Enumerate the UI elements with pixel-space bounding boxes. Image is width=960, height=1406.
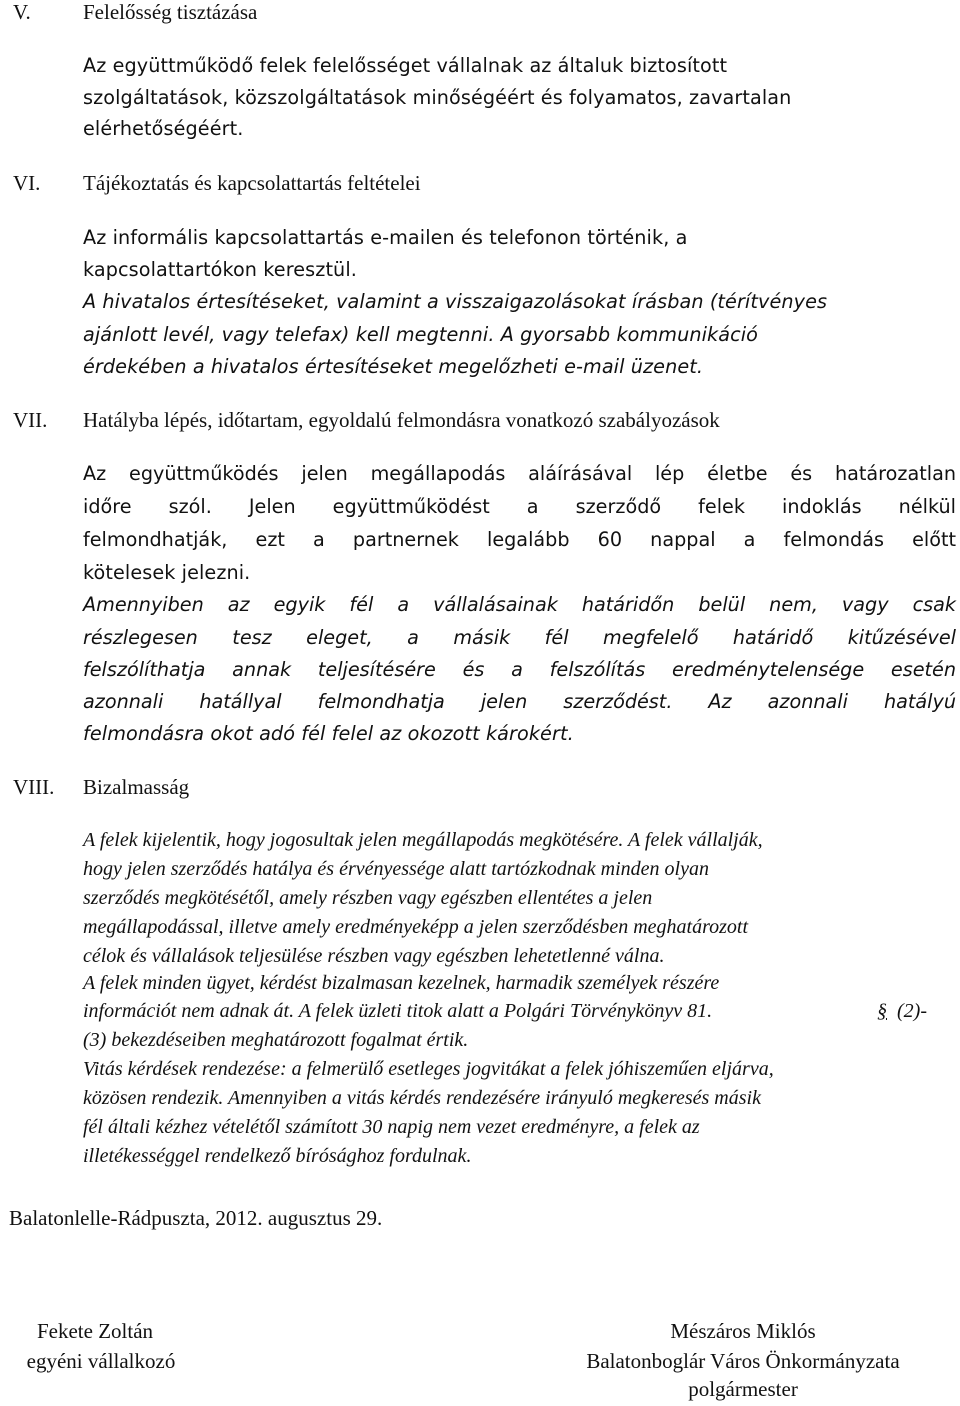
section-v-line-1: Az együttműködő felek felelősséget vállalnak az általuk biztosított (83, 54, 728, 77)
section-viii-line-10: közösen rendezik. Amennyiben a vitás kérdés rendezésére irányuló megkeresés másik (83, 1087, 761, 1109)
section-viii-line-7: információt nem adnak át. A felek üzleti titok alatt a Polgári Törvénykönyv 81. (83, 1000, 713, 1022)
section-viii-line-7-end: (2)- (897, 1000, 927, 1022)
signature-right-name: Mészáros Miklós (670, 1319, 816, 1343)
section-vii-line-7: felszólíthatja annak teljesítésére és a felszólítás eredménytelensége esetén (83, 658, 956, 681)
section-viii-line-4: megállapodással, illetve amely eredményeképp a jelen szerződésben meghatározott (83, 916, 749, 938)
section-vii-line-1: Az együttműködés jelen megállapodás aláírásával lép életbe és határozatlan (83, 462, 956, 485)
section-vii-line-2: időre szól. Jelen együttműködést a szerződő felek indoklás nélkül (83, 495, 956, 518)
section-vi-line-5: érdekében a hivatalos értesítéseket megelőzheti e-mail üzenet. (83, 355, 704, 378)
section-vi-line-1: Az informális kapcsolattartás e-mailen és telefonon történik, a (83, 226, 688, 249)
section-title-v: Felelősség tisztázása (83, 0, 258, 24)
section-vi-line-2: kapcsolattartókon keresztül. (83, 258, 357, 281)
section-vii-line-4: kötelesek jelezni. (83, 561, 251, 584)
section-v-line-3: elérhetőségéért. (83, 117, 244, 140)
place-date: Balatonlelle-Rádpuszta, 2012. augusztus 29. (9, 1206, 383, 1230)
section-vii-line-8: azonnali hatállyal felmondhatja jelen szerződést. Az azonnali hatályú (83, 690, 956, 713)
section-viii-line-3: szerződés megkötésétől, amely részben vagy egészben ellentétes a jelen (83, 887, 653, 909)
section-vii-line-3: felmondhatják, ezt a partnernek legalább 60 nappal a felmondás előtt (83, 528, 956, 551)
section-viii-line-8: (3) bekezdéseiben meghatározott fogalmat értik. (83, 1029, 469, 1051)
section-viii-line-1: A felek kijelentik, hogy jogosultak jelen megállapodás megkötésére. A felek vállalják, (83, 829, 763, 851)
section-number-viii: VIII. (13, 775, 55, 799)
section-vii-line-5: Amennyiben az egyik fél a vállalásainak határidőn belül nem, vagy csak (83, 593, 956, 616)
section-vii-line-6: részlegesen tesz eleget, a másik fél megfelelő határidő kitűzésével (83, 626, 956, 649)
section-number-vi: VI. (13, 171, 41, 195)
section-viii-line-2: hogy jelen szerződés hatálya és érvényessége alatt tartózkodnak minden olyan (83, 858, 709, 880)
section-viii-line-9: Vitás kérdések rendezése: a felmerülő esetleges jogvitákat a felek jóhiszeműen eljárva, (83, 1058, 774, 1080)
section-number-v: V. (13, 0, 31, 24)
section-vi-line-4: ajánlott levél, vagy telefax) kell megtenni. A gyorsabb kommunikáció (83, 323, 759, 346)
signature-left-role: egyéni vállalkozó (26, 1349, 176, 1373)
section-title-vi: Tájékoztatás és kapcsolattartás feltételei (83, 171, 421, 195)
section-title-viii: Bizalmasság (83, 775, 190, 799)
section-vii-line-9: felmondásra okot adó fél felel az okozott károkért. (83, 722, 574, 745)
section-vi-line-3: A hivatalos értesítéseket, valamint a visszaigazolásokat írásban (térítvényes (83, 290, 828, 313)
section-title-vii: Hatályba lépés, időtartam, egyoldalú felmondásra vonatkozó szabályozások (83, 408, 720, 432)
section-viii-line-6: A felek minden ügyet, kérdést bizalmasan kezelnek, harmadik személyek részére (83, 972, 720, 994)
signature-right-role: polgármester (688, 1377, 798, 1401)
section-v-line-2: szolgáltatások, közszolgáltatások minőségéért és folyamatos, zavartalan (83, 86, 792, 109)
signature-left-name: Fekete Zoltán (36, 1319, 154, 1343)
section-viii-line-5: célok és vállalások teljesülése részben vagy egészben lehetetlenné válna. (83, 945, 665, 967)
section-viii-line-11: fél általi kézhez vételétől számított 30 napig nem vezet eredményre, a felek az (83, 1116, 700, 1138)
section-viii-line-12: illetékességgel rendelkező bírósághoz fordulnak. (83, 1145, 472, 1167)
signature-right-org: Balatonboglár Város Önkormányzata (586, 1349, 900, 1373)
section-number-vii: VII. (13, 408, 48, 432)
section-symbol: § (877, 1000, 887, 1022)
